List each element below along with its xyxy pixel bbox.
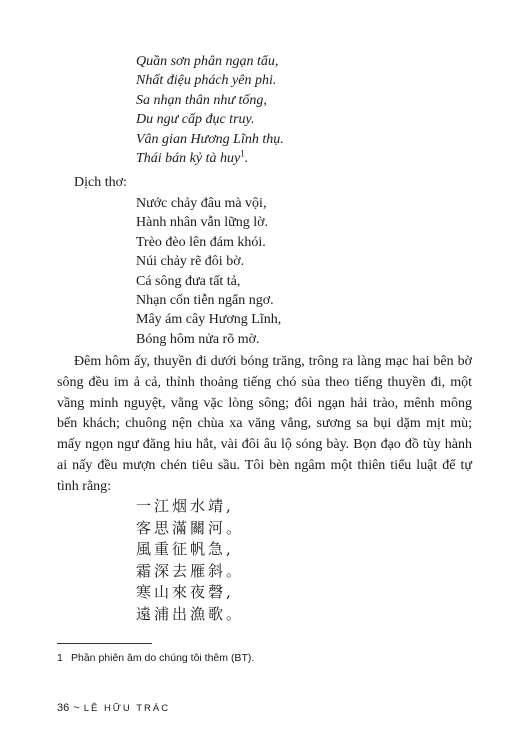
poem-line: 一江烟水靖, — [136, 497, 234, 515]
poem-line: Bóng hôm nửa rõ mờ. — [136, 331, 260, 347]
poem-line: 客思滿關河。 — [136, 518, 245, 537]
folio-separator: ~ — [73, 702, 80, 714]
poem-line: Hành nhân vẫn lững lờ. — [136, 215, 269, 231]
poem-line: Du ngư cấp đục truy. — [136, 112, 255, 128]
poem-line: Nhất điệu phách yên phi. — [136, 73, 277, 89]
poem-line: Trèo đèo lên đám khói. — [136, 234, 266, 250]
poem-translation — [136, 194, 281, 349]
poem-line: 寒山來夜磬, — [136, 583, 234, 601]
prose-paragraph: Đêm hôm ấy, thuyền đi dưới bóng trăng, trông ra làng mạc hai bên bờ sông đều im ả cả, thỉnh thoảng tiếng chó sủa theo tiếng thuyền đi, một vầng minh nguyệt, vằng vặc lòng sông; đôi ngạn hải trào, mênh mông bến khách; chuông nện chùa xa văng vẳng, sương sa bụi dặm mịt mù; mấy ngọn ngư đăng hiu hắt, vài đôi âu lộ sóng bày. Bọn đạo đồ tùy hành ai nấy đều mượn chén tiêu sầu. Tôi bèn ngâm một thiên tiểu luật để tự tình rằng: — [57, 354, 472, 494]
footnote-number: 1 — [57, 652, 63, 664]
poem-line: 遠浦出漁歌。 — [136, 604, 245, 623]
poem-line: Nhạn cốn tiễn ngẩn ngơ. — [136, 293, 274, 309]
poem-line-last: Thái bán kỷ tà huy$^1$. — [136, 148, 249, 167]
poem-line: Mây ám cây Hương Lĩnh, — [136, 312, 282, 328]
poem-line: 霜深去雁斜。 — [136, 561, 245, 580]
poem-line: Cá sông đưa tất tả, — [136, 273, 241, 289]
poem-han — [136, 496, 244, 625]
poem-line: Quần sơn phân ngạn tẩu, — [136, 54, 279, 69]
footnote-divider — [57, 643, 152, 644]
poem-original — [136, 52, 284, 168]
poem-line: Sa nhạn thân như tống, — [136, 92, 267, 108]
running-author: LÊ HỮU TRÁC — [83, 703, 171, 714]
poem-line: 風重征帆急, — [136, 540, 234, 558]
poem-line: Núi chảy rẽ đôi bờ. — [136, 254, 245, 270]
footnote — [57, 652, 254, 664]
translation-label: Dịch thơ: — [74, 175, 127, 190]
page-number: 36 — [57, 702, 70, 714]
footnote-text: Phần phiên âm do chúng tôi thêm (BT). — [71, 652, 255, 664]
footnote-marker: 1 — [240, 148, 245, 159]
page-folio — [57, 702, 170, 714]
poem-line: Vân gian Hương Lĩnh thụ. — [136, 131, 284, 147]
poem-line: Nước chảy đâu mà vội, — [136, 196, 267, 211]
